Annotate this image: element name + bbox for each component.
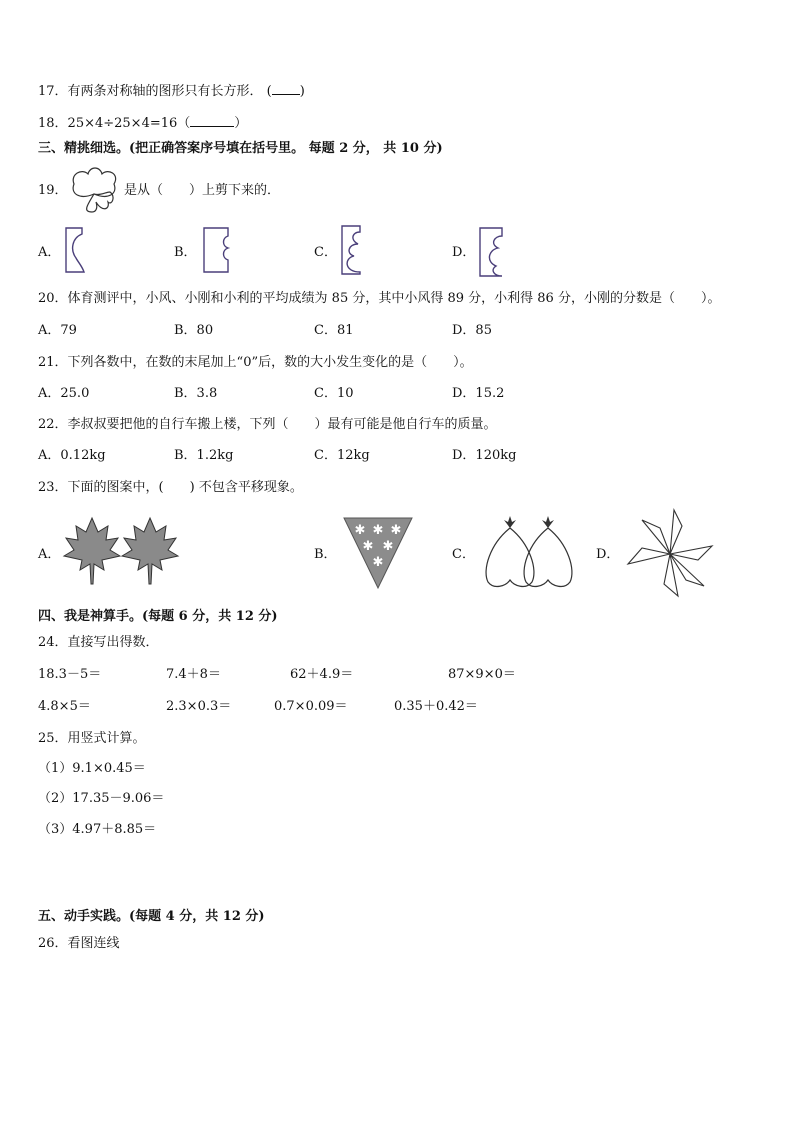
q20-option-c[interactable]: C．81 <box>314 323 354 338</box>
question-26-stem: 26．看图连线 <box>38 936 120 951</box>
answer-blank[interactable] <box>190 114 234 127</box>
q22-option-c[interactable]: C．12kg <box>314 448 370 463</box>
q20-option-d[interactable]: D．85 <box>452 323 492 338</box>
section-5-title: 五、动手实践。(每题 4 分，共 12 分) <box>38 909 265 924</box>
answer-blank[interactable] <box>272 82 300 95</box>
question-22-stem: 22．李叔叔要把他的自行车搬上楼，下列（ ）最有可能是他自行车的质量。 <box>38 417 497 432</box>
question-25-stem: 25．用竖式计算。 <box>38 731 146 746</box>
q25-item: （1）9.1×0.45＝ <box>38 761 146 776</box>
q19-option-d[interactable]: D． <box>452 245 476 260</box>
q24-item: 87×9×0＝ <box>448 667 516 682</box>
svg-text:✱: ✱ <box>372 523 384 538</box>
snowflake-triangle-icon <box>340 514 416 590</box>
question-24-stem: 24．直接写出得数． <box>38 635 159 650</box>
q24-item: 4.8×5＝ <box>38 699 91 714</box>
q24-item: 18.3－5＝ <box>38 667 102 682</box>
q24-item: 62＋4.9＝ <box>290 667 354 682</box>
folded-paper-a-icon <box>62 226 102 278</box>
q23-option-a[interactable]: A． <box>38 547 61 562</box>
question-21-stem: 21．下列各数中，在数的末尾加上“0”后，数的大小发生变化的是（ ）。 <box>38 355 473 370</box>
q17-text: 17．有两条对称轴的图形只有长方形． ( <box>38 84 272 99</box>
svg-text:✱: ✱ <box>390 523 402 538</box>
q25-item: （3）4.97＋8.85＝ <box>38 822 157 837</box>
folded-paper-c-icon <box>338 224 374 278</box>
svg-text:✱: ✱ <box>362 539 374 554</box>
question-23-stem: 23．下面的图案中，( ) 不包含平移现象。 <box>38 480 303 495</box>
q24-item: 0.7×0.09＝ <box>274 699 348 714</box>
q24-item: 0.35＋0.42＝ <box>394 699 478 714</box>
q24-item: 7.4＋8＝ <box>166 667 221 682</box>
svg-text:✱: ✱ <box>372 555 384 570</box>
q19-option-a[interactable]: A． <box>38 245 61 260</box>
question-20-stem: 20．体育测评中，小风、小刚和小利的平均成绩为 85 分，其中小风得 89 分，小利得 86 分，小刚的分数是（ ）。 <box>38 291 721 306</box>
q20-option-b[interactable]: B．80 <box>174 323 214 338</box>
svg-text:✱: ✱ <box>354 523 366 538</box>
q19-option-c[interactable]: C． <box>314 245 337 260</box>
pinwheel-icon <box>622 506 718 602</box>
section-3-title: 三、精挑细选。(把正确答案序号填在括号里。 每题 2 分， 共 10 分) <box>38 141 443 156</box>
folded-paper-b-icon <box>200 226 236 278</box>
q21-option-c[interactable]: C．10 <box>314 386 354 401</box>
svg-text:✱: ✱ <box>382 539 394 554</box>
q22-option-a[interactable]: A．0.12kg <box>38 448 106 463</box>
q23-option-b[interactable]: B． <box>314 547 337 562</box>
question-18 <box>38 114 247 133</box>
q22-option-b[interactable]: B．1.2kg <box>174 448 234 463</box>
q21-option-b[interactable]: B．3.8 <box>174 386 218 401</box>
folded-paper-d-icon <box>476 226 512 280</box>
q22-option-d[interactable]: D．120kg <box>452 448 517 463</box>
q25-item: （2）17.35－9.06＝ <box>38 791 165 806</box>
question-17 <box>38 82 305 101</box>
q19-option-b[interactable]: B． <box>174 245 197 260</box>
q18-close: ） <box>234 116 248 131</box>
q21-option-a[interactable]: A．25.0 <box>38 386 90 401</box>
q19-num: 19． <box>38 183 68 198</box>
q19-stem: 是从（ ）上剪下来的． <box>124 183 281 198</box>
gourds-icon <box>480 514 580 594</box>
cloud-shape-icon <box>66 166 122 216</box>
maple-leaves-icon <box>62 514 180 590</box>
section-4-title: 四、我是神算手。(每题 6 分，共 12 分) <box>38 609 278 624</box>
q24-item: 2.3×0.3＝ <box>166 699 232 714</box>
q18-text: 18．25×4÷25×4=16（ <box>38 116 191 131</box>
q20-option-a[interactable]: A．79 <box>38 323 77 338</box>
q17-close: ) <box>299 84 305 99</box>
q23-option-c[interactable]: C． <box>452 547 475 562</box>
q21-option-d[interactable]: D．15.2 <box>452 386 505 401</box>
q23-option-d[interactable]: D． <box>596 547 620 562</box>
